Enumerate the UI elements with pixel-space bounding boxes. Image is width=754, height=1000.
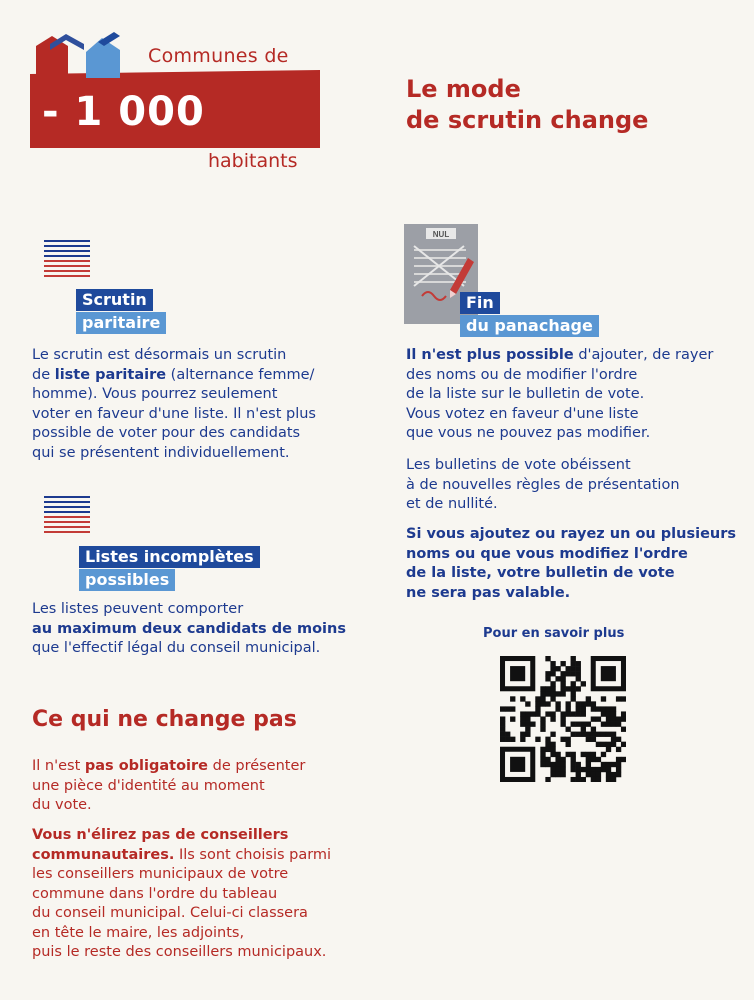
logo-number: - 1 000 [42,89,205,135]
qr-code[interactable] [500,656,626,782]
panachage-text-2: Les bulletins de vote obéissent à de nouvelles règles de présentation et de nullité. [406,457,680,512]
listes-text: Les listes peuvent comporter au maximum deux candidats de moins que l'effectif légal du conseil municipal. [32,601,346,656]
unchanged-title: Ce qui ne change pas [32,707,297,732]
unchanged-id-text: Il n'est pas obligatoire de présenter une pièce d'identité au moment du vote. [32,758,306,813]
more-info-label: Pour en savoir plus [483,626,625,641]
ballot-badge: NUL [432,230,450,239]
scrutin-label-line2: paritaire [76,312,166,334]
logo-bottom-text: habitants [208,150,298,172]
stripes-icon [44,240,90,280]
logo-top-text: Communes de [148,45,289,67]
listes-label-line1: Listes incomplètes [79,546,260,568]
scrutin-label-line1: Scrutin [76,289,153,311]
scrutin-text: Le scrutin est désormais un scrutin de liste paritaire (alternance femme/ homme). Vous pourrez seulement voter en faveur d'une liste. Il n'est plus possible de voter pour des candidats qui se présentent individuellement. [32,347,316,461]
panachage-text-1: Il n'est plus possible d'ajouter, de rayer des noms ou de modifier l'ordre de la liste sur le bulletin de vote. Vous votez en faveur d'une liste que vous ne pouvez pas modifier. [406,347,714,441]
panachage-warning: Si vous ajoutez ou rayez un ou plusieurs noms ou que vous modifiez l'ordre de la liste, votre bulletin de vote ne sera pas valable. [406,526,737,601]
unchanged-council-text: Vous n'élirez pas de conseillers communautaires. Ils sont choisis parmi les conseillers municipaux de votre commune dans l'ordre du tableau du conseil municipal. Celui-ci classera en tête le maire, les adjoints, puis le reste des conseillers municipaux. [32,827,332,960]
listes-label-line2: possibles [79,569,175,591]
panachage-label-line1: Fin [460,292,500,314]
stripes-icon [44,496,90,536]
panachage-label-line2: du panachage [460,315,599,337]
page-title: Le mode de scrutin change [406,75,649,134]
